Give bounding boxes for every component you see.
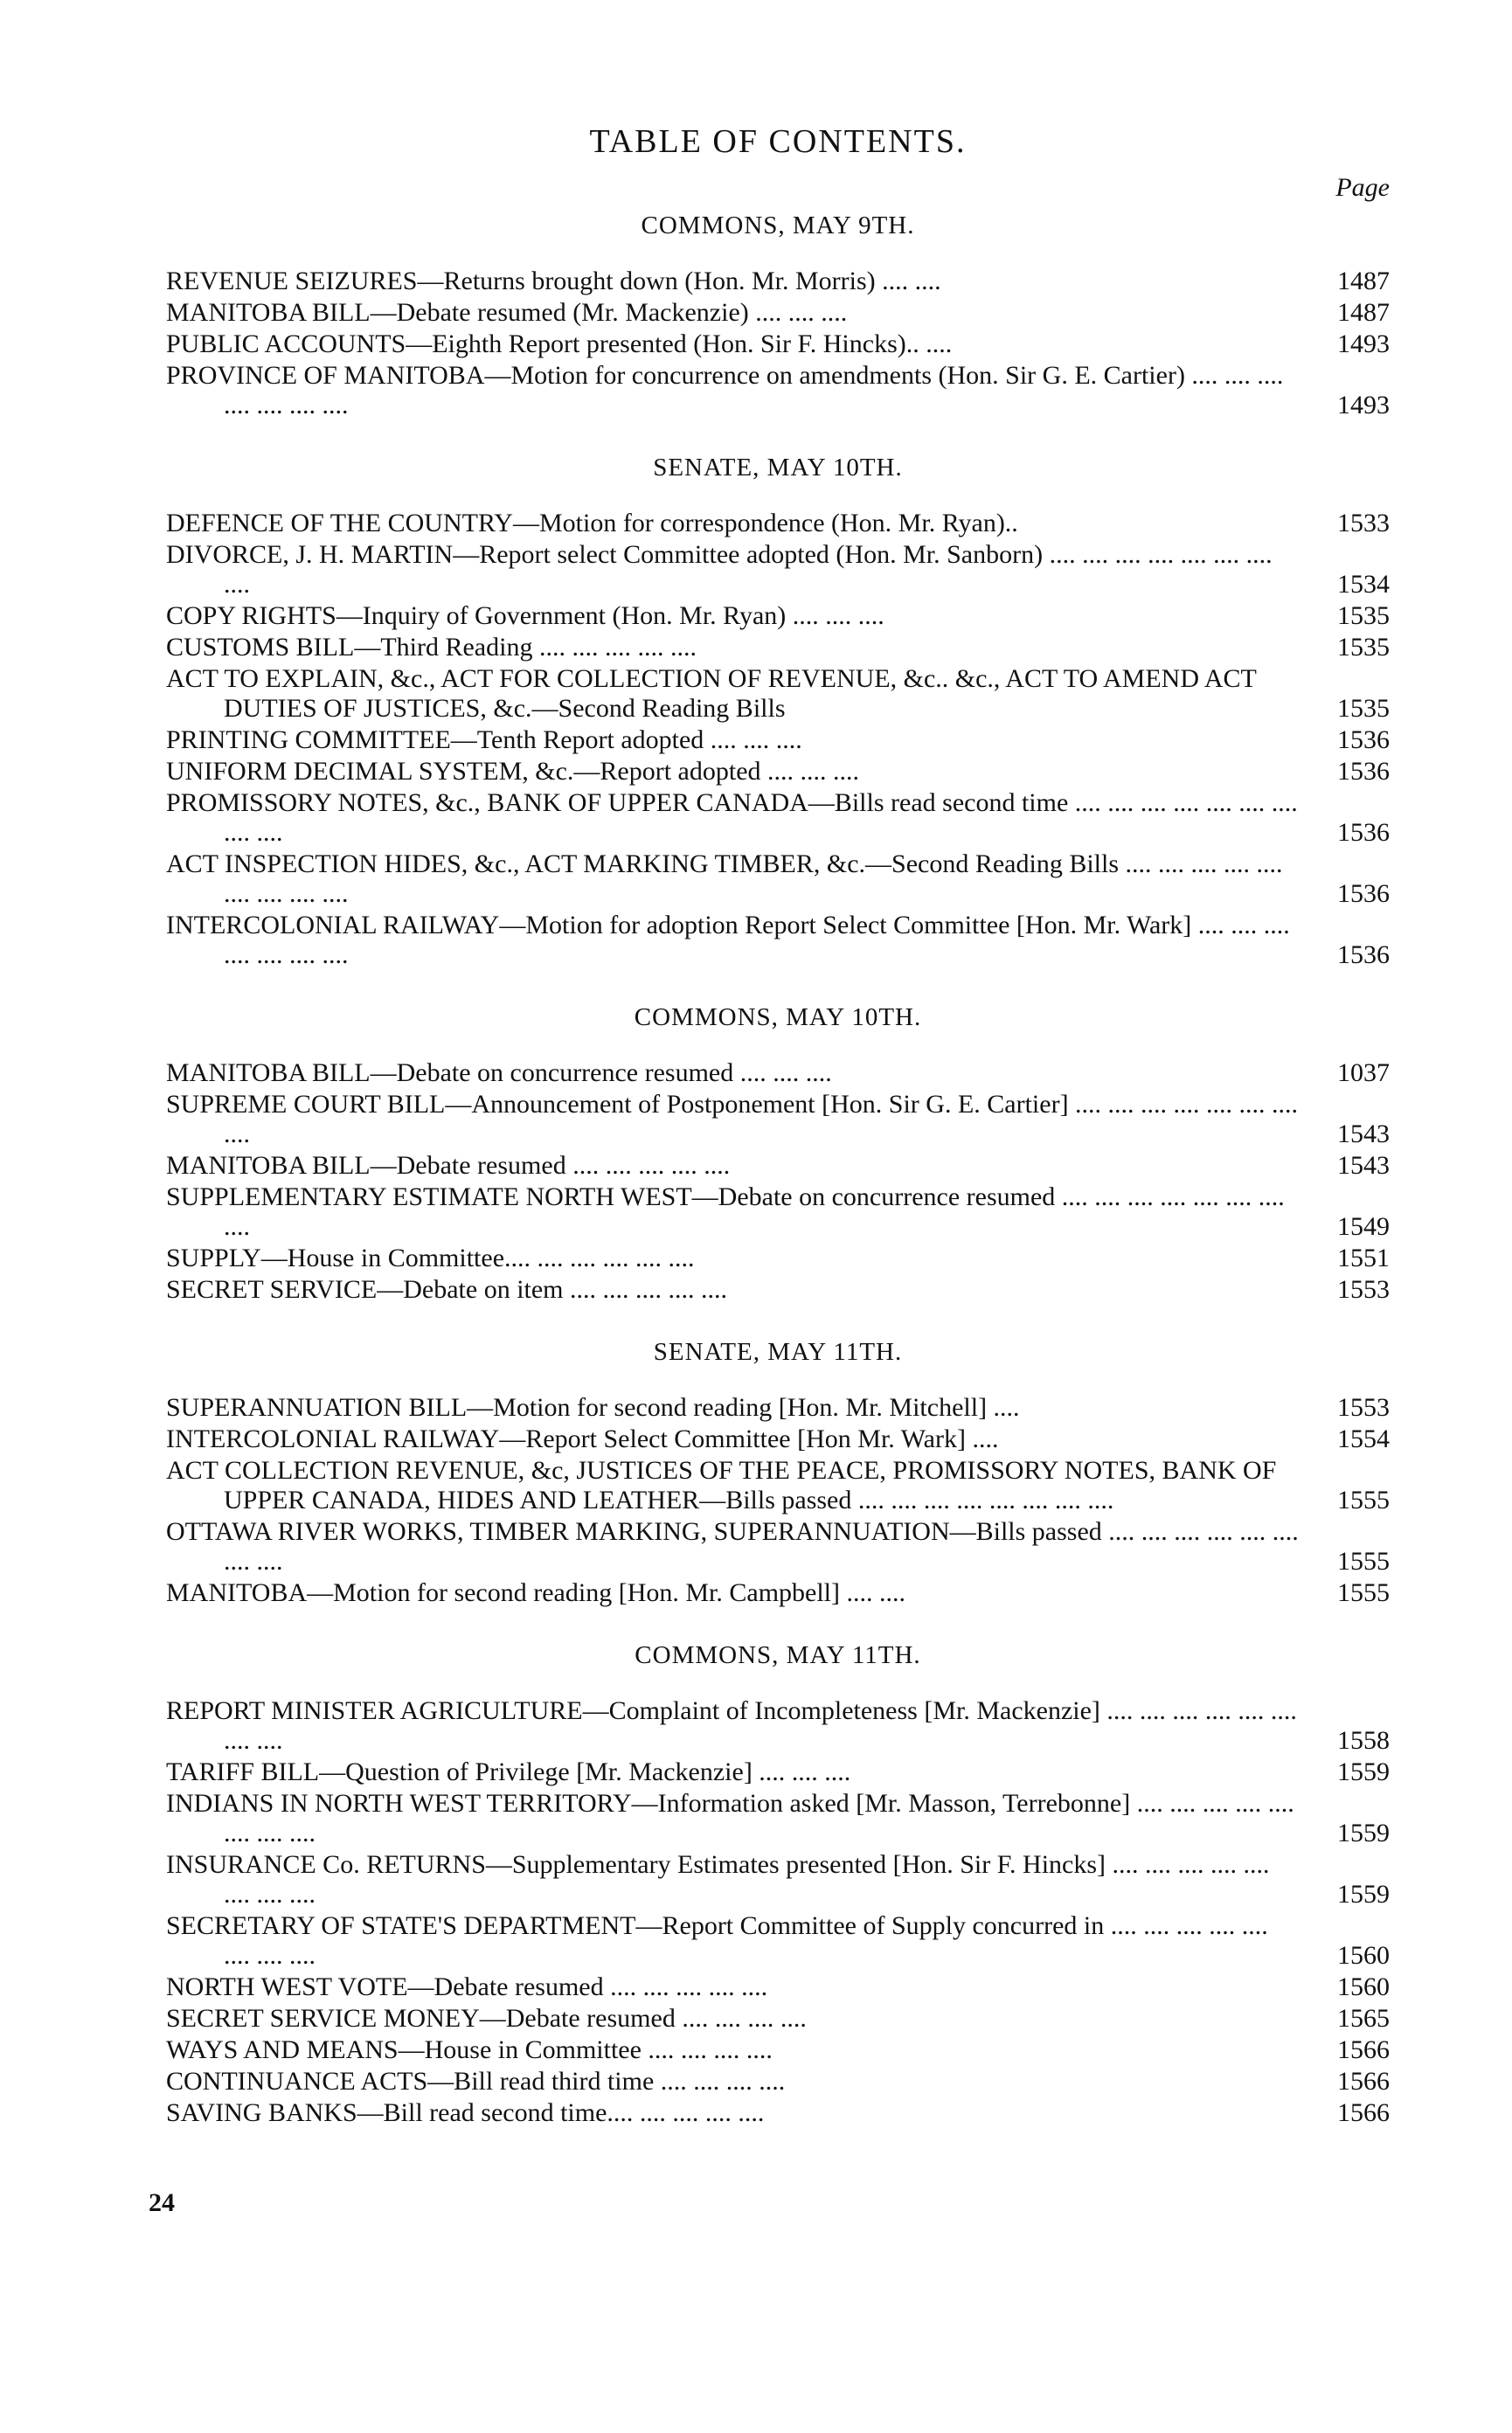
page-column-label: Page [1335,173,1390,202]
entry-page-number: 1533 [1337,509,1390,537]
entry-page-number: 1535 [1337,633,1390,662]
entry-title [166,1696,1316,1756]
entry-page-number: 1493 [1337,391,1390,419]
entry-text: SUPREME COURT BILL—Announcement of Postponement [Hon. Sir G. E. Cartier] .... .... .... .... .... .... .... .... [166,1090,1299,1148]
entry-page-number: 1555 [1337,1486,1390,1515]
toc-section [166,1338,1390,1608]
entry-text: SUPPLEMENTARY ESTIMATE NORTH WEST—Debate on concurrence resumed .... .... .... .... .... .... .... .... [166,1182,1285,1241]
toc-entry [166,1058,1390,1088]
toc-entry [166,1757,1390,1787]
toc-entry [166,1275,1390,1305]
entry-text: ACT TO EXPLAIN, &c., ACT FOR COLLECTION OF REVENUE, &c.. &c., ACT TO AMEND ACT DUTIES OF JUSTICES, &c.—Second Reading Bills [166,664,1257,723]
entry-title [166,725,1316,755]
entry-title [166,329,1316,359]
toc-entry [166,633,1390,662]
entry-text: MANITOBA BILL—Debate resumed (Mr. Mackenzie) .... .... .... [166,298,848,327]
entry-title [166,1090,1316,1149]
entry-text: PROMISSORY NOTES, &c., BANK OF UPPER CANADA—Bills read second time .... .... .... .... .... .... .... .... .... [166,788,1298,847]
entry-text: INTERCOLONIAL RAILWAY—Report Select Committee [Hon Mr. Wark] .... [166,1424,999,1453]
entry-title [166,757,1316,787]
toc-entry [166,1244,1390,1273]
entry-title [166,509,1316,538]
entry-page-number: 1535 [1337,601,1390,630]
entry-page-number: 1559 [1337,1819,1390,1847]
toc-sections [166,211,1390,2128]
toc-entry [166,849,1390,909]
entry-title [166,911,1316,970]
entry-page-number: 1536 [1337,940,1390,969]
entry-title [166,633,1316,662]
page-title: TABLE OF CONTENTS. [589,123,967,160]
entry-page-number: 1560 [1337,1972,1390,2001]
toc-entry [166,1696,1390,1756]
entry-page-number: 1560 [1337,1941,1390,1970]
toc-entry [166,540,1390,600]
entry-title [166,2098,1316,2128]
entry-page-number: 1037 [1337,1058,1390,1087]
entry-page-number: 1535 [1337,694,1390,723]
entry-text: OTTAWA RIVER WORKS, TIMBER MARKING, SUPERANNUATION—Bills passed .... .... .... .... .... .... .... .... [166,1517,1299,1576]
entry-text: SECRETARY OF STATE'S DEPARTMENT—Report Committee of Supply concurred in .... .... .... .... .... .... .... .... [166,1911,1268,1970]
entry-title [166,298,1316,328]
toc-entry [166,788,1390,848]
entry-text: SECRET SERVICE—Debate on item .... .... .... .... .... [166,1275,728,1304]
toc-entry [166,2067,1390,2097]
toc-entry [166,664,1390,724]
entry-title [166,1151,1316,1181]
toc-entry [166,2035,1390,2065]
entry-page-number: 1566 [1337,2067,1390,2096]
entry-text: INDIANS IN NORTH WEST TERRITORY—Information asked [Mr. Masson, Terrebonne] .... .... .... .... .... .... .... .... [166,1789,1294,1847]
entry-page-number: 1536 [1337,757,1390,786]
toc-entry [166,1090,1390,1149]
entry-title [166,1850,1316,1910]
entry-page-number: 1543 [1337,1151,1390,1180]
entry-text: REPORT MINISTER AGRICULTURE—Complaint of Incompleteness [Mr. Mackenzie] .... .... .... .... .... .... .... .... [166,1696,1297,1755]
entry-text: SUPERANNUATION BILL—Motion for second reading [Hon. Mr. Mitchell] .... [166,1393,1020,1422]
footer-page-number: 24 [149,2188,175,2217]
entry-page-number: 1549 [1337,1212,1390,1241]
entry-text: PUBLIC ACCOUNTS—Eighth Report presented (Hon. Sir F. Hincks).. .... [166,329,953,358]
toc-entry [166,1517,1390,1577]
entry-title [166,1456,1316,1515]
entry-text: WAYS AND MEANS—House in Committee .... .... .... .... [166,2035,773,2064]
toc-entry [166,1151,1390,1181]
entry-text: DEFENCE OF THE COUNTRY—Motion for correspondence (Hon. Mr. Ryan).. [166,509,1018,537]
entry-title [166,1578,1316,1608]
toc-entry [166,361,1390,420]
entry-title [166,1789,1316,1848]
entry-text: INTERCOLONIAL RAILWAY—Motion for adoption Report Select Committee [Hon. Mr. Wark] .... .... .... .... .... .... .... [166,911,1290,969]
section-heading: SENATE, MAY 11TH. [653,1338,903,1366]
section-heading: COMMONS, MAY 9TH. [641,211,915,239]
entry-page-number: 1555 [1337,1578,1390,1607]
entry-text: ACT INSPECTION HIDES, &c., ACT MARKING TIMBER, &c.—Second Reading Bills .... .... .... .... .... .... .... .... .... [166,849,1283,908]
entry-page-number: 1553 [1337,1275,1390,1304]
entry-title [166,664,1316,724]
entry-text: DIVORCE, J. H. MARTIN—Report select Committee adopted (Hon. Mr. Sanborn) .... .... .... .... .... .... .... .... [166,540,1273,599]
entry-page-number: 1487 [1337,267,1390,295]
entry-title [166,601,1316,631]
entry-text: UNIFORM DECIMAL SYSTEM, &c.—Report adopted .... .... .... [166,757,860,786]
entry-page-number: 1554 [1337,1424,1390,1453]
entry-page-number: 1487 [1337,298,1390,327]
toc-entry [166,509,1390,538]
entry-page-number: 1534 [1337,570,1390,599]
entry-text: PROVINCE OF MANITOBA—Motion for concurrence on amendments (Hon. Sir G. E. Cartier) .... .... .... .... .... .... .... [166,361,1284,419]
entry-title [166,267,1316,296]
entry-page-number: 1559 [1337,1757,1390,1786]
entry-title [166,1517,1316,1577]
entry-text: CONTINUANCE ACTS—Bill read third time .... .... .... .... [166,2067,786,2096]
entry-page-number: 1555 [1337,1547,1390,1576]
section-heading: COMMONS, MAY 10TH. [634,1003,922,1031]
toc-entry [166,329,1390,359]
entry-title [166,788,1316,848]
entry-text: INSURANCE Co. RETURNS—Supplementary Estimates presented [Hon. Sir F. Hincks] .... .... .... .... .... .... .... .... [166,1850,1270,1909]
entry-title [166,1182,1316,1242]
entry-page-number: 1566 [1337,2035,1390,2064]
table-of-contents-page [166,122,1390,2360]
toc-entry [166,1850,1390,1910]
entry-title [166,1911,1316,1971]
entry-title [166,540,1316,600]
toc-entry [166,1578,1390,1608]
entry-text: NORTH WEST VOTE—Debate resumed .... .... .... .... .... [166,1972,768,2001]
toc-entry [166,1424,1390,1454]
entry-title [166,1757,1316,1787]
entry-page-number: 1536 [1337,879,1390,908]
toc-entry [166,601,1390,631]
entry-text: MANITOBA BILL—Debate resumed .... .... .... .... .... [166,1151,731,1180]
toc-section [166,1641,1390,2128]
toc-entry [166,267,1390,296]
entry-title [166,1244,1316,1273]
entry-title [166,361,1316,420]
entry-page-number: 1553 [1337,1393,1390,1422]
toc-entry [166,1393,1390,1423]
toc-entry [166,2004,1390,2034]
entry-page-number: 1536 [1337,818,1390,847]
toc-entry [166,757,1390,787]
entry-title [166,2004,1316,2034]
entry-title [166,849,1316,909]
entry-text: SECRET SERVICE MONEY—Debate resumed .... .... .... .... [166,2004,807,2033]
entry-text: SAVING BANKS—Bill read second time.... .... .... .... .... [166,2098,765,2127]
toc-entry [166,1182,1390,1242]
section-heading: COMMONS, MAY 11TH. [635,1641,921,1669]
toc-section [166,454,1390,970]
entry-text: REVENUE SEIZURES—Returns brought down (Hon. Mr. Morris) .... .... [166,267,941,295]
entry-title [166,1058,1316,1088]
entry-page-number: 1565 [1337,2004,1390,2033]
entry-title [166,1393,1316,1423]
toc-entry [166,1911,1390,1971]
toc-entry [166,725,1390,755]
entry-title [166,2067,1316,2097]
entry-title [166,2035,1316,2065]
entry-text: TARIFF BILL—Question of Privilege [Mr. Mackenzie] .... .... .... [166,1757,851,1786]
toc-entry [166,1456,1390,1515]
entry-text: MANITOBA BILL—Debate on concurrence resumed .... .... .... [166,1058,832,1087]
toc-entry [166,911,1390,970]
entry-page-number: 1536 [1337,725,1390,754]
toc-entry [166,2098,1390,2128]
entry-text: COPY RIGHTS—Inquiry of Government (Hon. Mr. Ryan) .... .... .... [166,601,884,630]
toc-section [166,1003,1390,1305]
entry-text: PRINTING COMMITTEE—Tenth Report adopted .... .... .... [166,725,802,754]
entry-text: CUSTOMS BILL—Third Reading .... .... .... .... .... [166,633,697,662]
toc-entry [166,1972,1390,2002]
entry-title [166,1424,1316,1454]
entry-text: SUPPLY—House in Committee.... .... .... .... .... .... [166,1244,695,1272]
toc-section [166,211,1390,420]
entry-page-number: 1551 [1337,1244,1390,1272]
section-heading: SENATE, MAY 10TH. [653,454,903,482]
entry-page-number: 1543 [1337,1119,1390,1148]
entry-title [166,1972,1316,2002]
entry-page-number: 1493 [1337,329,1390,358]
entry-text: MANITOBA—Motion for second reading [Hon. Mr. Campbell] .... .... [166,1578,906,1607]
toc-entry [166,1789,1390,1848]
toc-entry [166,298,1390,328]
entry-page-number: 1558 [1337,1726,1390,1755]
entry-page-number: 1566 [1337,2098,1390,2127]
entry-page-number: 1559 [1337,1880,1390,1909]
entry-title [166,1275,1316,1305]
entry-text: ACT COLLECTION REVENUE, &c, JUSTICES OF THE PEACE, PROMISSORY NOTES, BANK OF UPPER CANADA, HIDES AND LEATHER—Bills passed .... .... .... .... .... .... .... .... [166,1456,1277,1515]
